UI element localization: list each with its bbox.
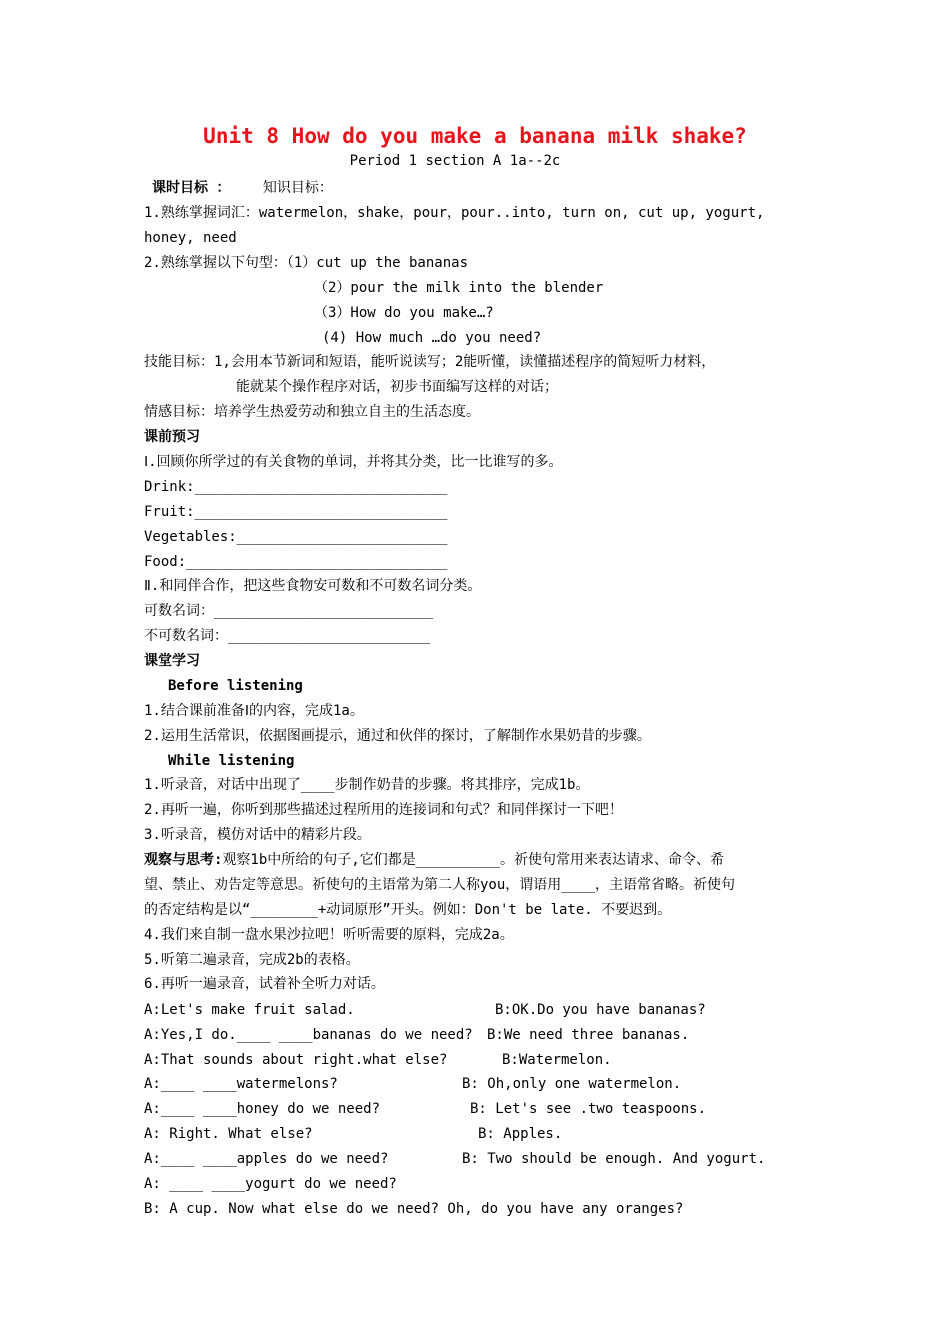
- objectives-line: [144, 179, 333, 197]
- vocab-line-1: 1.熟练掌握词汇：watermelon，shake，pour，pour..into, turn on, cut up, yogurt,: [144, 205, 765, 221]
- class-heading: 课堂学习: [144, 653, 200, 669]
- dialog-a-1: A:Let's make fruit salad.: [144, 1002, 355, 1018]
- before-item-1: 1.结合课前准备Ⅰ的内容，完成1a。: [144, 703, 364, 719]
- while-heading: While listening: [168, 753, 295, 769]
- dialog-b-1: B:OK.Do you have bananas?: [495, 1002, 706, 1018]
- countable-line: 可数名词：__________________________: [144, 603, 434, 619]
- while-item-1: 1.听录音，对话中出现了____步制作奶昔的步骤。将其排序，完成1b。: [144, 777, 590, 793]
- dialog-a-5: A:____ ____honey do we need?: [144, 1101, 381, 1117]
- item-6: 6.再听一遍录音，试着补全听力对话。: [144, 976, 385, 992]
- dialog-b-3: B:Watermelon.: [502, 1052, 612, 1068]
- before-item-2: 2.运用生活常识，依据图画提示，通过和伙伴的探讨，了解制作水果奶昔的步骤。: [144, 728, 651, 744]
- dialog-b-6: B: Apples.: [478, 1126, 563, 1142]
- preview-item-1: Ⅰ.回顾你所学过的有关食物的单词，并将其分类，比一比谁写的多。: [144, 454, 563, 470]
- sentence-line-3: （3）How do you make…?: [314, 305, 494, 321]
- observe-line-2: 望、禁止、劝告定等意思。祈使句的主语常为第二人称you，谓语用____，主语常省略。祈使句: [144, 877, 735, 893]
- skill-line-1: 技能目标：1,会用本节新词和短语，能听说读写；2能听懂，读懂描述程序的简短听力材料，: [144, 354, 716, 370]
- while-item-2: 2.再听一遍，你听到那些描述过程所用的连接词和句式？和同伴探讨一下吧！: [144, 802, 623, 818]
- dialog-a-4: A:____ ____watermelons?: [144, 1076, 338, 1092]
- item-4: 4.我们来自制一盘水果沙拉吧！听听需要的原料，完成2a。: [144, 927, 514, 943]
- observe-line-3: 的否定结构是以“________+动词原形”开头。例如：Don't be late. 不要迟到。: [144, 902, 672, 918]
- sentence-line-1: 2.熟练掌握以下句型：（1）cut up the bananas: [144, 255, 469, 271]
- dialog-a-3: A:That sounds about right.what else?: [144, 1052, 448, 1068]
- dialog-b-2: B:We need three bananas.: [487, 1027, 690, 1043]
- objectives-heading: 课时目标 ：: [152, 180, 231, 196]
- food-line: Food:_______________________________: [144, 554, 448, 570]
- dialog-a-6: A: Right. What else?: [144, 1126, 313, 1142]
- emotion-line: 情感目标：培养学生热爱劳动和独立自主的生活态度。: [144, 404, 480, 420]
- page-title: Unit 8 How do you make a banana milk shake?: [203, 124, 747, 148]
- dialog-b-7: B: Two should be enough. And yogurt.: [462, 1151, 766, 1167]
- observe-text-1: 观察1b中所给的句子,它们都是__________。祈使句常用来表达请求、命令、希: [222, 852, 725, 868]
- page-subtitle: Period 1 section A 1a--2c: [349, 153, 561, 169]
- skill-line-2: 能就某个操作程序对话，初步书面编写这样的对话；: [236, 379, 558, 395]
- sentence-line-2: （2）pour the milk into the blender: [314, 280, 604, 296]
- observe-label: 观察与思考:: [144, 852, 223, 868]
- knowledge-heading: 知识目标：: [262, 180, 333, 196]
- observe-line-1: [144, 851, 724, 869]
- dialog-b-5: B: Let's see .two teaspoons.: [470, 1101, 707, 1117]
- dialog-a-8: A: ____ ____yogurt do we need?: [144, 1176, 397, 1192]
- drink-line: Drink:______________________________: [144, 479, 448, 495]
- vegetables-line: Vegetables:_________________________: [144, 529, 448, 545]
- fruit-line: Fruit:______________________________: [144, 504, 448, 520]
- preview-heading: 课前预习: [144, 429, 200, 445]
- dialog-b-4: B: Oh,only one watermelon.: [462, 1076, 682, 1092]
- sentence-line-4: (4) How much …do you need?: [322, 330, 542, 346]
- vocab-line-2: honey, need: [144, 230, 237, 246]
- dialog-a-2: A:Yes,I do.____ ____bananas do we need?: [144, 1027, 473, 1043]
- while-item-3: 3.听录音，模仿对话中的精彩片段。: [144, 827, 371, 843]
- preview-item-2: Ⅱ.和同伴合作，把这些食物安可数和不可数名词分类。: [144, 578, 482, 594]
- uncountable-line: 不可数名词：________________________: [144, 628, 431, 644]
- before-heading: Before listening: [168, 678, 303, 694]
- dialog-last: B: A cup. Now what else do we need? Oh, do you have any oranges?: [144, 1201, 684, 1217]
- dialog-a-7: A:____ ____apples do we need?: [144, 1151, 389, 1167]
- item-5: 5.听第二遍录音，完成2b的表格。: [144, 952, 360, 968]
